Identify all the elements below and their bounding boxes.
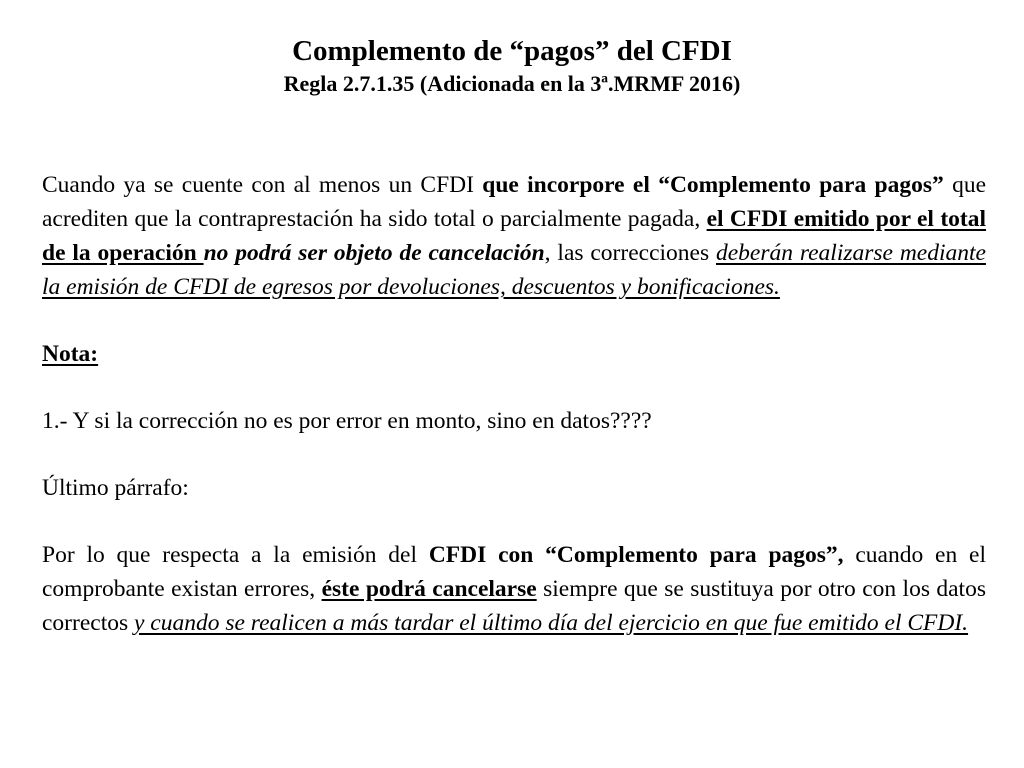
paragraph-payment-complement-cancel <box>42 538 986 640</box>
paragraph1-text-2: que acrediten que la contraprestación ha sido total o parcialmente pagada, <box>42 172 987 232</box>
title-block <box>0 34 1024 98</box>
paragraph2-text-2: cuando en el comprobante existan errores, <box>42 542 986 602</box>
paragraph2-text-1: Por lo que respecta a la emisión del <box>42 542 429 568</box>
slide-title: Complemento de “pagos” del CFDI <box>292 35 732 67</box>
slide-subtitle: Regla 2.7.1.35 (Adicionada en la 3ª.MRMF 2016) <box>283 71 741 96</box>
note-heading <box>42 337 986 371</box>
paragraph2-bold-cfdi: CFDI con “Complemento para pagos”, <box>428 542 844 568</box>
paragraph1-underlined-cfdi: el CFDI emitido por el total de la operación <box>42 206 987 266</box>
paragraph1-italic-egresos: deberán realizarse mediante la emisión de CFDI de egresos por devoluciones, descuentos y bonificaciones. <box>42 240 986 300</box>
paragraph2-text-3: siempre que se sustituya por otro con los datos correctos <box>42 576 986 636</box>
paragraph1-text-3: , las correcciones <box>544 240 716 266</box>
spacer <box>42 304 986 337</box>
note-item: 1.- Y si la corrección no es por error en monto, sino en datos???? <box>42 408 652 434</box>
slide-body <box>42 168 986 640</box>
note-label: Nota: <box>42 341 99 367</box>
spacer <box>42 371 986 404</box>
paragraph-cancelation-rule <box>42 168 986 304</box>
spacer <box>42 438 986 471</box>
paragraph1-italic-no-cancel: no podrá ser objeto de cancelación <box>203 240 545 266</box>
last-paragraph-label: Último párrafo: <box>42 475 189 501</box>
spacer <box>42 505 986 538</box>
paragraph2-italic-deadline: y cuando se realicen a más tardar el último día del ejercicio en que fue emitido el CFDI. <box>134 610 969 636</box>
paragraph2-underlined-cancel: éste podrá cancelarse <box>321 576 537 602</box>
paragraph1-bold-complement: que incorpore el “Complemento para pagos” <box>482 172 944 198</box>
paragraph1-text-1: Cuando ya se cuente con al menos un CFDI <box>42 172 483 198</box>
